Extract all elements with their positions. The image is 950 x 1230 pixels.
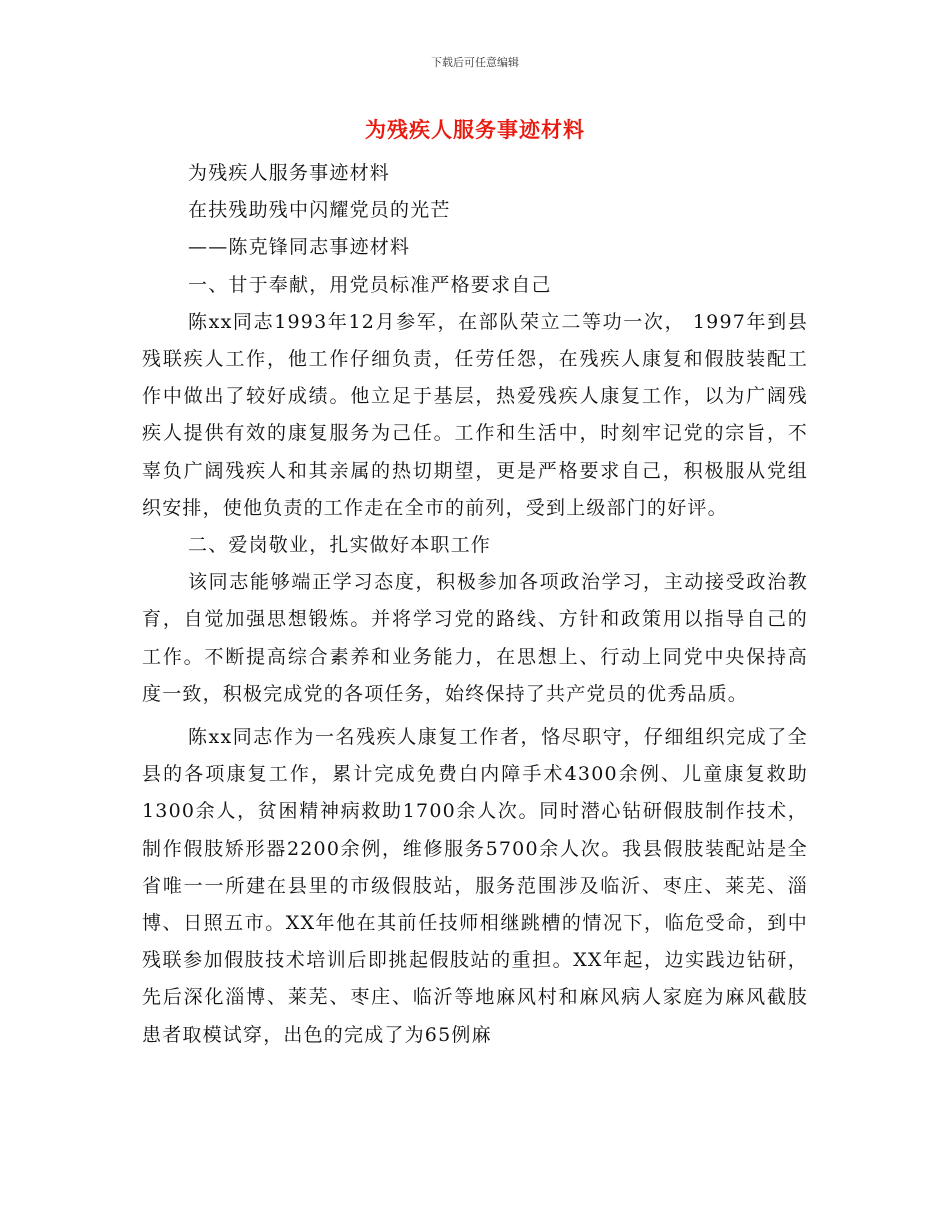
header-note: 下载后可任意编辑: [431, 56, 519, 69]
section-heading: 二、爱岗敬业，扎实做好本职工作: [188, 534, 492, 557]
body-paragraph: 陈xx同志作为一名残疾人康复工作者，恪尽职守，仔细组织完成了全县的各项康复工作，累计完成免费白内障手术4300余例、儿童康复救助1300余人，贫困精神病救助1700余人次。同时潜心钻研假肢制作技术，制作假肢矫形器2200余例，维修服务5700余人次。我县假肢装配站是全省唯一一所建在县里的市级假肢站，服务范围涉及临沂、枣庄、莱芜、淄博、日照五市。XX年他在其前任技师相继跳槽的情况下，临危受命，到中残联参加假肢技术培训后即挑起假肢站的重担。XX年起，边实践边钻研，先后深化淄博、莱芜、枣庄、临沂等地麻风村和麻风病人家庭为麻风截肢患者取模试穿，出色的完成了为65例麻: [142, 726, 808, 1046]
subtitle-line: 在扶残助残中闪耀党员的光芒: [188, 199, 451, 222]
section-heading: 一、甘于奉献，用党员标准严格要求自己: [188, 273, 552, 296]
document-body: [142, 155, 808, 1054]
subtitle-line: ——陈克锋同志事迹材料: [188, 236, 411, 259]
document-title: 为残疾人服务事迹材料: [365, 118, 585, 142]
body-paragraph: 陈xx同志1993年12月参军，在部队荣立二等功一次， 1997年到县残联疾人工作，他工作仔细负责，任劳任怨，在残疾人康复和假肢装配工作中做出了较好成绩。他立足于基层，热爱残疾人康复工作，以为广阔残疾人提供有效的康复服务为己任。工作和生活中，时刻牢记党的宗旨，不辜负广阔残疾人和其亲属的热切期望，更是严格要求自己，积极服从党组织安排，使他负责的工作走在全市的前列，受到上级部门的好评。: [142, 310, 808, 519]
subtitle-line: 为残疾人服务事迹材料: [188, 162, 391, 184]
body-paragraph: 该同志能够端正学习态度，积极参加各项政治学习，主动接受政治教育，自觉加强思想锻炼。并将学习党的路线、方针和政策用以指导自己的工作。不断提高综合素养和业务能力，在思想上、行动上同党中央保持高度一致，积极完成党的各项任务，始终保持了共产党员的优秀品质。: [142, 571, 808, 705]
